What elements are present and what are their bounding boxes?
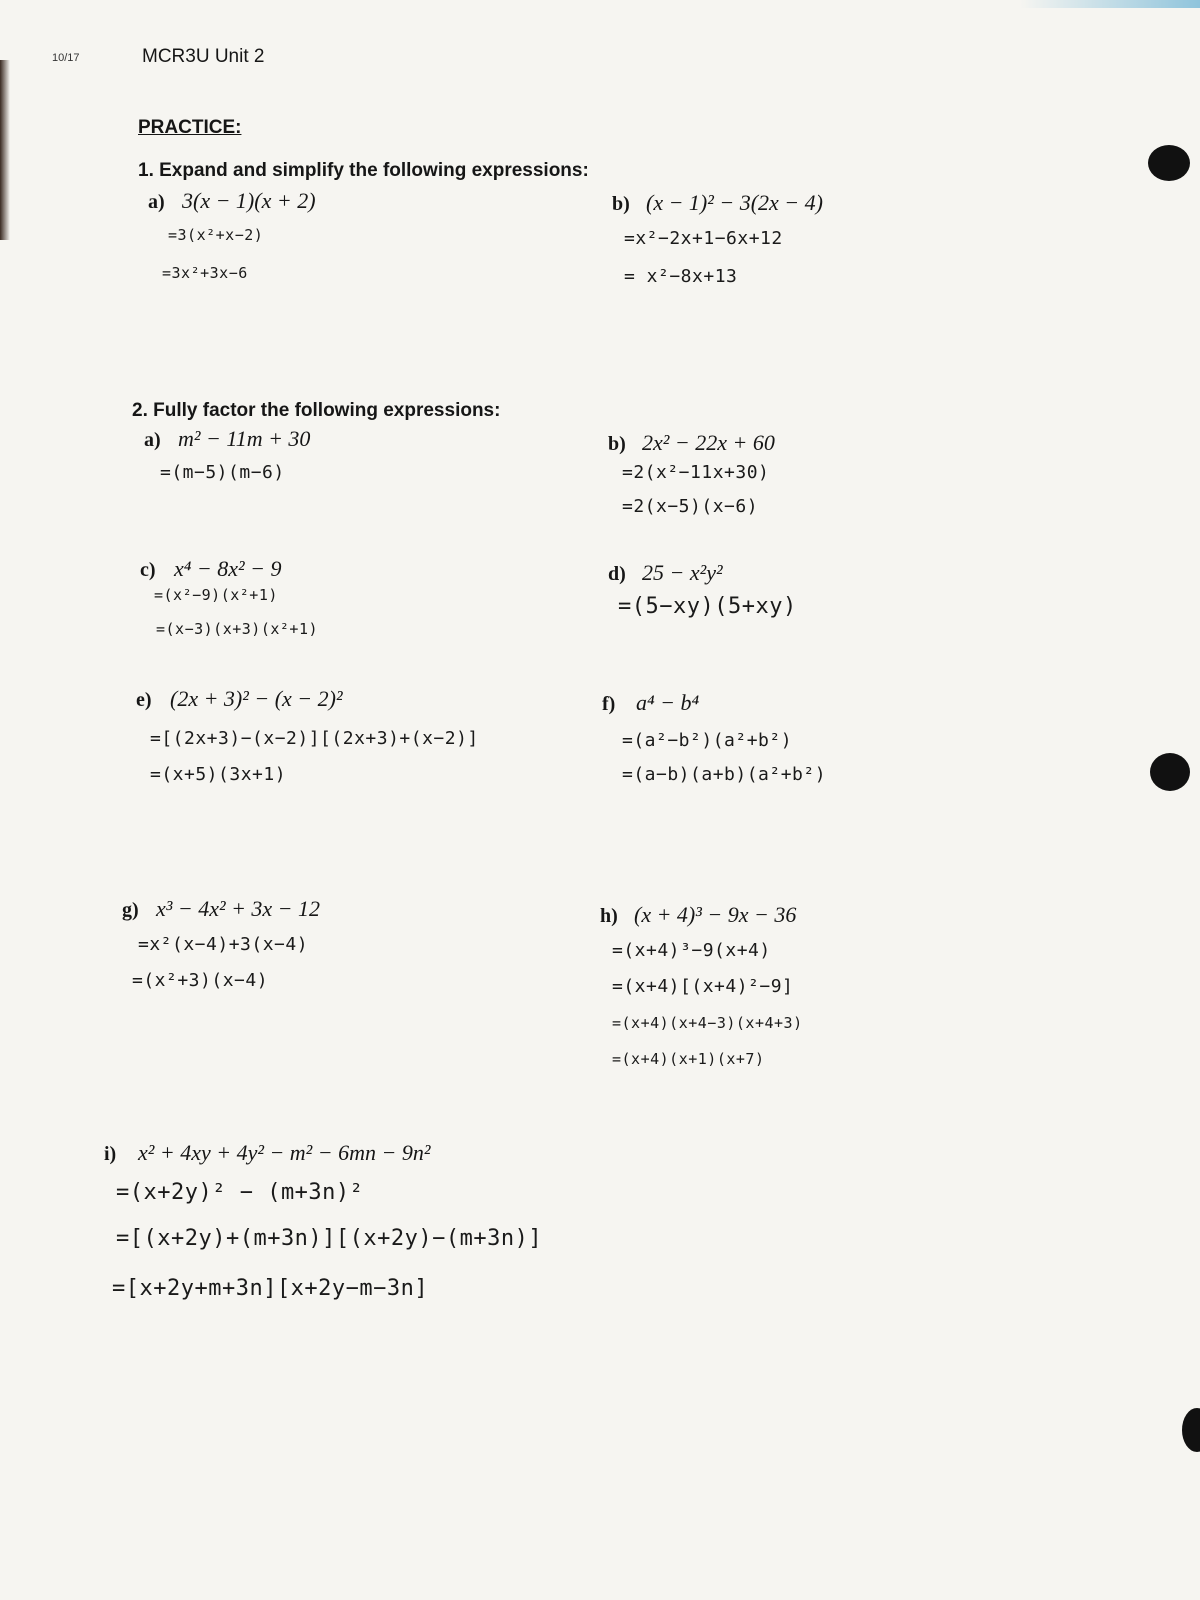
work-line: =(x+4)³−9(x+4) (612, 940, 771, 961)
problem-expression: 2x² − 22x + 60 (642, 430, 775, 455)
problem-expression: x² + 4xy + 4y² − m² − 6mn − 9n² (138, 1140, 431, 1165)
work-line: =(a²−b²)(a²+b²) (622, 730, 793, 751)
work-line: =3(x²+x−2) (168, 226, 264, 244)
work-line: =3x²+3x−6 (162, 264, 248, 282)
work-line: =[(x+2y)+(m+3n)][(x+2y)−(m+3n)] (116, 1226, 543, 1251)
problem-label: f) (602, 693, 616, 715)
work-line: =(m−5)(m−6) (160, 462, 285, 483)
work-line: =(x+5)(3x+1) (150, 764, 287, 785)
work-line: =[(2x+3)−(x−2)][(2x+3)+(x−2)] (150, 728, 479, 749)
question-2-heading: 2. Fully factor the following expressions: (132, 400, 501, 421)
work-line: =(x+2y)² − (m+3n)² (116, 1180, 364, 1205)
problem-2f (602, 690, 699, 716)
work-line: =2(x²−11x+30) (622, 462, 770, 483)
work-line: = x²−8x+13 (624, 266, 738, 287)
problem-label: a) (148, 191, 165, 213)
problem-expression: a⁴ − b⁴ (636, 690, 700, 715)
problem-expression: m² − 11m + 30 (178, 426, 311, 451)
work-line: =[x+2y+m+3n][x+2y−m−3n] (112, 1276, 429, 1301)
problem-label: e) (136, 689, 152, 711)
work-line: =x²−2x+1−6x+12 (624, 228, 783, 249)
binder-hole (1150, 753, 1190, 791)
problem-label: c) (140, 559, 156, 581)
work-line: =(5−xy)(5+xy) (618, 594, 797, 619)
problem-label: i) (104, 1143, 117, 1165)
problem-expression: 3(x − 1)(x + 2) (182, 188, 316, 213)
problem-expression: x³ − 4x² + 3x − 12 (156, 896, 321, 921)
problem-expression: 25 − x²y² (642, 560, 723, 585)
problem-2a (144, 426, 310, 452)
problem-expression: (x − 1)² − 3(2x − 4) (646, 190, 823, 215)
work-line: =(x+4)(x+4−3)(x+4+3) (612, 1014, 803, 1032)
problem-label: d) (608, 563, 626, 585)
work-line: =(a−b)(a+b)(a²+b²) (622, 764, 827, 785)
problem-1b (612, 190, 823, 216)
work-line: =(x−3)(x+3)(x²+1) (156, 620, 319, 638)
problem-1a (148, 188, 316, 214)
problem-2d (608, 560, 723, 586)
work-line: =x²(x−4)+3(x−4) (138, 934, 309, 955)
work-line: =(x+4)[(x+4)²−9] (612, 976, 794, 997)
date-note: 10/17 (52, 52, 80, 64)
question-1-heading: 1. Expand and simplify the following expressions: (138, 160, 589, 181)
problem-label: h) (600, 905, 618, 927)
problem-expression: (2x + 3)² − (x − 2)² (170, 686, 343, 711)
problem-label: g) (122, 899, 139, 921)
problem-expression: x⁴ − 8x² − 9 (174, 556, 282, 581)
work-line: =(x+4)(x+1)(x+7) (612, 1050, 765, 1068)
problem-2e (136, 686, 343, 712)
problem-2h (600, 902, 796, 928)
problem-label: b) (608, 433, 626, 455)
problem-2b (608, 430, 775, 456)
problem-2g (122, 896, 320, 922)
binder-hole (1182, 1408, 1200, 1452)
work-line: =(x²+3)(x−4) (132, 970, 269, 991)
page-corner-tint (1020, 0, 1200, 8)
practice-heading: PRACTICE: (138, 117, 242, 138)
unit-title: MCR3U Unit 2 (142, 46, 265, 67)
work-line: =(x²−9)(x²+1) (154, 586, 278, 604)
binder-hole (1148, 145, 1190, 181)
problem-label: a) (144, 429, 161, 451)
problem-2i (104, 1140, 430, 1166)
page-edge-shadow (0, 60, 10, 240)
problem-expression: (x + 4)³ − 9x − 36 (634, 902, 797, 927)
work-line: =2(x−5)(x−6) (622, 496, 759, 517)
problem-2c (140, 556, 281, 582)
problem-label: b) (612, 193, 630, 215)
